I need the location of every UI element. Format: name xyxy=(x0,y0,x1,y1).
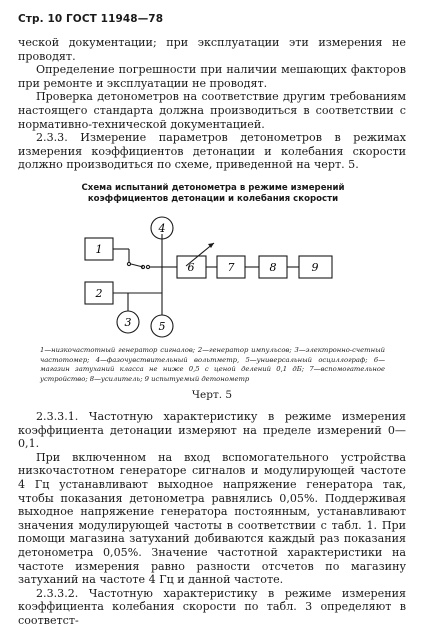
text-section-bottom xyxy=(18,410,406,628)
paragraph: При включенном на вход вспомогательного устройства низкочастотном генераторе сигналов и модулирующей частоте 4 Гц устанавливают выходное напряжение генератора так, чтобы показания детонометра равнялись 0,05%. Поддерживая выходное напряжение генератора постоянным, устанавливают значения модулирующей частоты в соответствии с табл. 1. При помощи магазина затуханий добиваются каждый раз показания детонометра 0,05%. Значение частотной характеристики на частоте измерения равно разности отсчетов по магазину затуханий на частоте 4 Гц и данной частоте. xyxy=(18,450,406,587)
paragraph: Проверка детонометров на соответствие другим требованиям настоящего стандарта должна производиться в соответствии с нормативно-технической документацией. xyxy=(18,90,406,131)
block-1-label: 1 xyxy=(95,243,103,256)
page-header: Стр. 10 ГОСТ 11948—78 xyxy=(18,13,164,25)
block-7-label: 7 xyxy=(227,261,235,274)
block-8-label: 8 xyxy=(269,261,277,274)
diagram-caption: Схема испытаний детонометра в режиме измерений коэффициентов детонации и колебания скорости xyxy=(81,183,345,204)
figure-label: Черт. 5 xyxy=(191,389,233,401)
switch-contact xyxy=(127,262,130,265)
block-2-label: 2 xyxy=(95,287,103,300)
block-4-label: 4 xyxy=(158,222,166,235)
switch-contact xyxy=(146,265,149,268)
block-5-label: 5 xyxy=(158,320,166,333)
block-6-label: 6 xyxy=(187,261,195,274)
diagram-legend: 1—низкочастотный генератор сигналов; 2—генератор импульсов; 3—электронно-счетный частотомер; 4—фазочувствительный вольтметр, 5—универсальный осциллограф; 6—магазин затуханий класса не ниже 0,5 с ценой делений 0,1 дБ; 7—вспомогательное устройство; 8—усилитель; 9 испытуемый детонометр xyxy=(40,346,385,383)
paragraph: 2.3.3.2. Частотную характеристику в режиме измерения коэффициента колебания скорости по табл. 3 определяют в соответст- xyxy=(18,586,406,627)
paragraph: Определение погрешности при наличии мешающих факторов при ремонте и эксплуатации не проводят. xyxy=(18,63,406,90)
block-3-label: 3 xyxy=(124,316,132,329)
paragraph: 2.3.3. Измерение параметров детонометров в режимах измерения коэффициентов детонации и колебания скорости должно производиться по схеме, приведенной на черт. 5. xyxy=(18,131,406,172)
switch-lever xyxy=(131,264,143,267)
block-9-label: 9 xyxy=(311,261,319,274)
paragraph: ческой документации; при эксплуатации эти измерения не проводят. xyxy=(18,36,406,63)
paragraph: 2.3.3.1. Частотную характеристику в режиме измерения коэффициента детонации измеряют на пределе измерений 0—0,1. xyxy=(18,410,406,451)
